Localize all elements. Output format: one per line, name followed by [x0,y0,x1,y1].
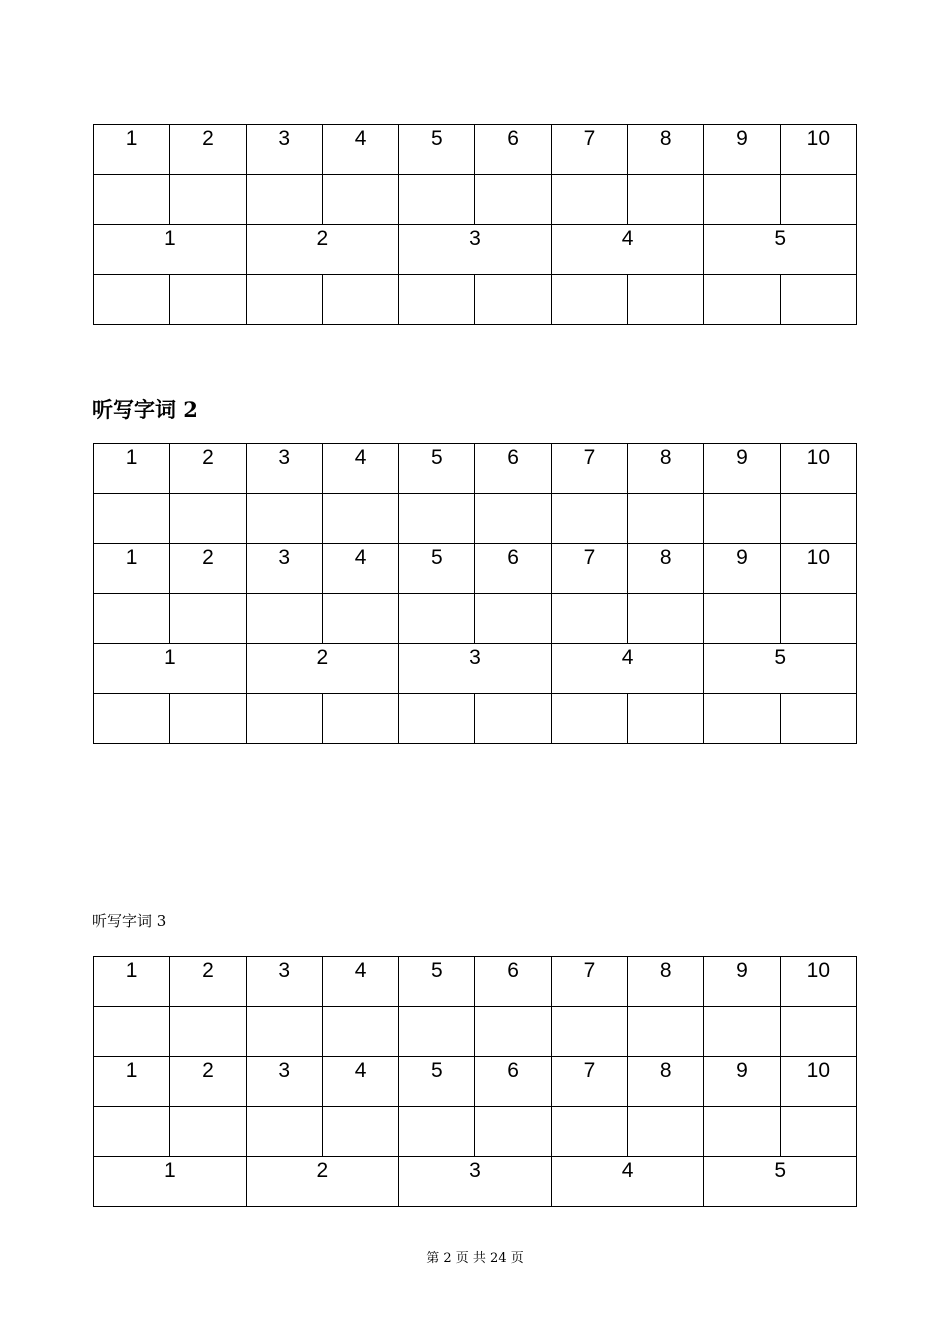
number-cell: 3 [246,957,322,1007]
number-cell: 6 [475,957,551,1007]
number-cell: 6 [475,125,551,175]
number-cell: 8 [628,957,704,1007]
answer-cell[interactable] [780,1007,856,1057]
number-cell: 8 [628,1057,704,1107]
table-row [94,544,857,594]
number-cell: 5 [704,1157,857,1207]
number-cell: 1 [94,444,170,494]
answer-cell[interactable] [628,1107,704,1157]
answer-cell[interactable] [246,175,322,225]
number-cell: 10 [780,544,856,594]
answer-cell[interactable] [551,1007,627,1057]
number-cell: 7 [551,544,627,594]
answer-cell[interactable] [170,1107,246,1157]
number-cell: 10 [780,1057,856,1107]
number-cell: 1 [94,125,170,175]
section-heading-2: 听写字词 2 [92,397,198,422]
number-cell: 7 [551,957,627,1007]
answer-cell[interactable] [475,694,551,744]
number-cell: 5 [704,225,857,275]
number-cell: 1 [94,225,247,275]
answer-cell[interactable] [246,1007,322,1057]
number-cell: 3 [246,1057,322,1107]
answer-cell[interactable] [704,494,780,544]
number-cell: 3 [246,544,322,594]
table-row [94,644,857,694]
table-row [94,694,857,744]
table-row [94,1157,857,1207]
answer-cell[interactable] [628,275,704,325]
answer-cell[interactable] [551,275,627,325]
answer-cell[interactable] [399,1007,475,1057]
table-row [94,957,857,1007]
number-cell: 2 [170,1057,246,1107]
answer-cell[interactable] [399,494,475,544]
answer-cell[interactable] [551,494,627,544]
answer-cell[interactable] [246,594,322,644]
table-row [94,1057,857,1107]
number-cell: 7 [551,125,627,175]
number-cell: 8 [628,544,704,594]
number-cell: 5 [399,125,475,175]
answer-cell[interactable] [170,594,246,644]
answer-cell[interactable] [246,1107,322,1157]
number-cell: 1 [94,1157,247,1207]
answer-cell[interactable] [170,275,246,325]
number-cell: 5 [704,644,857,694]
table-row [94,125,857,175]
answer-cell[interactable] [628,594,704,644]
answer-cell[interactable] [704,1007,780,1057]
answer-cell[interactable] [322,175,398,225]
number-cell: 4 [322,1057,398,1107]
answer-cell[interactable] [780,175,856,225]
table-3-body [94,957,857,1207]
answer-cell[interactable] [780,1107,856,1157]
answer-cell[interactable] [704,1107,780,1157]
answer-cell[interactable] [94,494,170,544]
answer-cell[interactable] [322,275,398,325]
answer-cell[interactable] [475,275,551,325]
number-cell: 1 [94,644,247,694]
answer-cell[interactable] [322,594,398,644]
number-cell: 3 [399,1157,552,1207]
answer-cell[interactable] [170,175,246,225]
answer-cell[interactable] [94,1107,170,1157]
answer-cell[interactable] [170,694,246,744]
answer-cell[interactable] [94,1007,170,1057]
answer-cell[interactable] [551,694,627,744]
dictation-table-3 [93,956,857,1207]
answer-cell[interactable] [170,1007,246,1057]
answer-cell[interactable] [704,175,780,225]
answer-cell[interactable] [780,494,856,544]
number-cell: 5 [399,957,475,1007]
answer-cell[interactable] [475,594,551,644]
number-cell: 4 [322,125,398,175]
table-row [94,225,857,275]
answer-cell[interactable] [475,494,551,544]
table-row [94,275,857,325]
number-cell: 8 [628,444,704,494]
number-cell: 9 [704,125,780,175]
answer-cell[interactable] [246,494,322,544]
answer-cell[interactable] [94,594,170,644]
number-cell: 10 [780,444,856,494]
table-2-body [94,444,857,744]
table-1-body [94,125,857,325]
answer-cell[interactable] [628,694,704,744]
answer-cell[interactable] [246,694,322,744]
answer-cell[interactable] [551,175,627,225]
answer-cell[interactable] [322,694,398,744]
answer-cell[interactable] [322,1007,398,1057]
table-row [94,444,857,494]
number-cell: 2 [170,957,246,1007]
answer-cell[interactable] [246,275,322,325]
answer-cell[interactable] [704,594,780,644]
number-cell: 3 [246,444,322,494]
number-cell: 7 [551,444,627,494]
number-cell: 8 [628,125,704,175]
number-cell: 2 [246,644,399,694]
number-cell: 6 [475,544,551,594]
number-cell: 4 [551,1157,704,1207]
number-cell: 5 [399,444,475,494]
number-cell: 3 [399,225,552,275]
table-row [94,175,857,225]
answer-cell[interactable] [628,1007,704,1057]
table-row [94,1007,857,1057]
number-cell: 6 [475,1057,551,1107]
number-cell: 4 [551,644,704,694]
answer-cell[interactable] [780,275,856,325]
answer-cell[interactable] [628,175,704,225]
number-cell: 9 [704,444,780,494]
dictation-table-2 [93,443,857,744]
number-cell: 2 [170,444,246,494]
number-cell: 7 [551,1057,627,1107]
answer-cell[interactable] [399,1107,475,1157]
number-cell: 9 [704,1057,780,1107]
number-cell: 10 [780,125,856,175]
number-cell: 9 [704,957,780,1007]
table-row [94,594,857,644]
number-cell: 3 [246,125,322,175]
answer-cell[interactable] [399,694,475,744]
number-cell: 4 [551,225,704,275]
answer-cell[interactable] [322,1107,398,1157]
answer-cell[interactable] [322,494,398,544]
section-heading-3: 听写字词 3 [92,912,167,930]
answer-cell[interactable] [551,594,627,644]
answer-cell[interactable] [475,1007,551,1057]
number-cell: 2 [246,225,399,275]
answer-cell[interactable] [94,694,170,744]
answer-cell[interactable] [780,594,856,644]
number-cell: 2 [170,125,246,175]
answer-cell[interactable] [704,275,780,325]
number-cell: 1 [94,544,170,594]
dictation-table-1 [93,124,857,325]
number-cell: 6 [475,444,551,494]
answer-cell[interactable] [94,275,170,325]
number-cell: 4 [322,957,398,1007]
page-footer: 第 2 页 共 24 页 [426,1251,524,1266]
number-cell: 4 [322,444,398,494]
answer-cell[interactable] [475,175,551,225]
table-row [94,1107,857,1157]
table-row [94,494,857,544]
answer-cell[interactable] [475,1107,551,1157]
answer-cell[interactable] [399,175,475,225]
number-cell: 2 [170,544,246,594]
answer-cell[interactable] [94,175,170,225]
answer-cell[interactable] [704,694,780,744]
number-cell: 2 [246,1157,399,1207]
answer-cell[interactable] [399,275,475,325]
number-cell: 4 [322,544,398,594]
number-cell: 9 [704,544,780,594]
answer-cell[interactable] [780,694,856,744]
number-cell: 1 [94,957,170,1007]
number-cell: 3 [399,644,552,694]
number-cell: 10 [780,957,856,1007]
answer-cell[interactable] [551,1107,627,1157]
answer-cell[interactable] [170,494,246,544]
number-cell: 1 [94,1057,170,1107]
answer-cell[interactable] [399,594,475,644]
number-cell: 5 [399,544,475,594]
number-cell: 5 [399,1057,475,1107]
answer-cell[interactable] [628,494,704,544]
